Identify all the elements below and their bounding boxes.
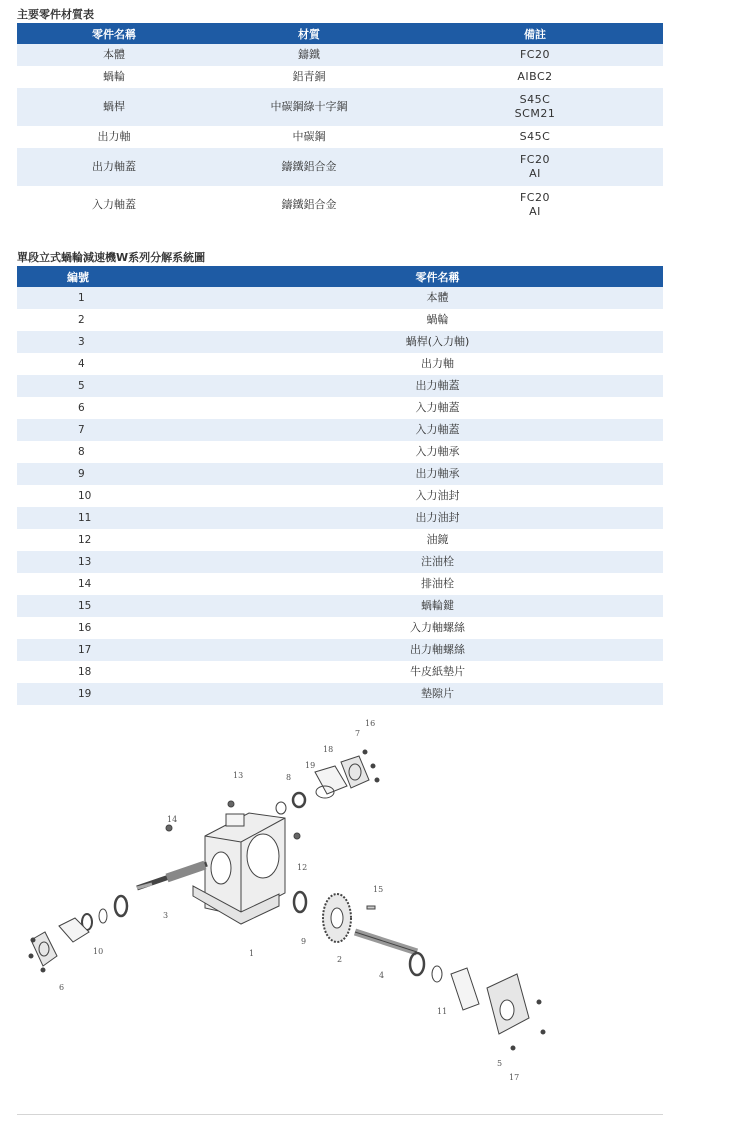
material-cell: 鑄鐵 xyxy=(211,44,407,66)
callout-label: 10 xyxy=(93,947,104,956)
note-cell xyxy=(407,44,663,66)
callout-label: 12 xyxy=(297,863,308,872)
part-cell: 出力軸 xyxy=(17,126,211,148)
part-number-cell: 14 xyxy=(17,573,212,595)
table-row xyxy=(17,595,663,617)
part-name-cell: 出力油封 xyxy=(212,507,663,529)
table-row xyxy=(17,353,663,375)
housing-part xyxy=(193,813,285,924)
part-number-cell: 8 xyxy=(17,441,212,463)
bottom-divider xyxy=(17,1114,663,1115)
part-name-cell: 出力軸螺絲 xyxy=(212,639,663,661)
callout-label: 4 xyxy=(379,971,385,980)
callout-label: 7 xyxy=(355,729,361,738)
note-cell xyxy=(407,88,663,126)
exploded-view-diagram xyxy=(17,718,663,1104)
table-row xyxy=(17,397,663,419)
part-name-cell: 本體 xyxy=(212,287,663,309)
part-name-cell: 入力軸承 xyxy=(212,441,663,463)
callout-label: 3 xyxy=(163,911,169,920)
input-bearing-part xyxy=(82,896,127,930)
part-number-cell: 11 xyxy=(17,507,212,529)
table-row xyxy=(17,186,663,224)
part-name-cell: 注油栓 xyxy=(212,551,663,573)
note-line: AI xyxy=(529,167,541,180)
part-name-cell: 墊隙片 xyxy=(212,683,663,705)
diagram-callouts xyxy=(59,719,519,1082)
part-name-cell: 油鏡 xyxy=(212,529,663,551)
note-line: AI xyxy=(529,205,541,218)
part-cell: 蝸桿 xyxy=(17,88,211,126)
input-cover-part xyxy=(29,918,89,972)
callout-label: 15 xyxy=(373,885,384,894)
part-name-cell: 蝸輪鍵 xyxy=(212,595,663,617)
table-row xyxy=(17,529,663,551)
part-number-cell: 1 xyxy=(17,287,212,309)
note-line: FC20 xyxy=(519,48,550,61)
part-number-cell: 2 xyxy=(17,309,212,331)
parts-header-row xyxy=(17,266,663,287)
material-cell: 鋁青銅 xyxy=(211,66,407,88)
part-number-cell: 4 xyxy=(17,353,212,375)
part-number-cell: 3 xyxy=(17,331,212,353)
note-cell xyxy=(407,66,663,88)
note-line: AIBC2 xyxy=(517,70,553,83)
part-number-cell: 13 xyxy=(17,551,212,573)
materials-table-title: 主要零件材質表 xyxy=(17,8,94,21)
table-row xyxy=(17,148,663,186)
header-material: 材質 xyxy=(211,23,407,44)
callout-label: 18 xyxy=(323,745,334,754)
part-name-cell: 出力軸承 xyxy=(212,463,663,485)
part-name-cell: 入力油封 xyxy=(212,485,663,507)
table-row xyxy=(17,617,663,639)
callout-label: 11 xyxy=(437,1007,448,1016)
note-line: SCM21 xyxy=(514,107,556,120)
part-name-cell: 牛皮紙墊片 xyxy=(212,661,663,683)
table-row xyxy=(17,331,663,353)
table-row xyxy=(17,661,663,683)
callout-label: 2 xyxy=(337,955,343,964)
callout-label: 19 xyxy=(305,761,316,770)
table-row xyxy=(17,463,663,485)
table-row xyxy=(17,126,663,148)
part-number-cell: 19 xyxy=(17,683,212,705)
material-cell: 鑄鐵鋁合金 xyxy=(211,148,407,186)
table-row xyxy=(17,507,663,529)
output-cover-bottom-part xyxy=(410,953,545,1050)
table-row xyxy=(17,639,663,661)
output-shaft-part xyxy=(355,906,417,952)
materials-header-row xyxy=(17,23,663,44)
table-row xyxy=(17,375,663,397)
table-row xyxy=(17,573,663,595)
part-name-cell: 出力軸蓋 xyxy=(212,375,663,397)
part-name-cell: 入力軸蓋 xyxy=(212,397,663,419)
note-line: FC20 xyxy=(519,191,550,204)
table-row xyxy=(17,309,663,331)
part-cell: 本體 xyxy=(17,44,211,66)
table-row xyxy=(17,88,663,126)
note-cell xyxy=(407,126,663,148)
part-number-cell: 15 xyxy=(17,595,212,617)
part-number-cell: 12 xyxy=(17,529,212,551)
part-name-cell: 入力軸螺絲 xyxy=(212,617,663,639)
header-part-name: 零件名稱 xyxy=(212,266,663,287)
callout-label: 14 xyxy=(167,815,178,824)
note-cell xyxy=(407,186,663,224)
part-number-cell: 9 xyxy=(17,463,212,485)
part-cell: 蝸輪 xyxy=(17,66,211,88)
callout-label: 9 xyxy=(301,937,307,946)
materials-table xyxy=(17,23,663,224)
worm-shaft-part xyxy=(137,864,207,888)
material-cell: 中碳鋼 xyxy=(211,126,407,148)
table-row xyxy=(17,66,663,88)
part-number-cell: 6 xyxy=(17,397,212,419)
part-number-cell: 5 xyxy=(17,375,212,397)
output-cover-top-part xyxy=(276,750,379,814)
part-name-cell: 排油栓 xyxy=(212,573,663,595)
parts-list-body xyxy=(17,287,663,705)
part-number-cell: 7 xyxy=(17,419,212,441)
table-row xyxy=(17,419,663,441)
callout-label: 16 xyxy=(365,719,376,728)
header-part-name: 零件名稱 xyxy=(17,23,211,44)
table-row xyxy=(17,551,663,573)
part-name-cell: 入力軸蓋 xyxy=(212,419,663,441)
material-cell: 鑄鐵鋁合金 xyxy=(211,186,407,224)
table-row xyxy=(17,44,663,66)
header-number: 編號 xyxy=(17,266,212,287)
table-row xyxy=(17,485,663,507)
note-line: S45C xyxy=(519,93,551,106)
note-line: S45C xyxy=(519,130,551,143)
worm-wheel-part xyxy=(294,892,351,942)
table-row xyxy=(17,441,663,463)
callout-label: 6 xyxy=(59,983,65,992)
part-number-cell: 18 xyxy=(17,661,212,683)
note-cell xyxy=(407,148,663,186)
part-name-cell: 蝸輪 xyxy=(212,309,663,331)
part-number-cell: 17 xyxy=(17,639,212,661)
part-cell: 入力軸蓋 xyxy=(17,186,211,224)
part-number-cell: 10 xyxy=(17,485,212,507)
parts-list-title: 單段立式蝸輪減速機W系列分解系統圖 xyxy=(17,251,206,264)
parts-list-table xyxy=(17,266,663,705)
note-line: FC20 xyxy=(519,153,550,166)
table-row xyxy=(17,683,663,705)
part-cell: 出力軸蓋 xyxy=(17,148,211,186)
part-name-cell: 出力軸 xyxy=(212,353,663,375)
callout-label: 8 xyxy=(286,773,292,782)
callout-label: 17 xyxy=(509,1073,520,1082)
material-cell: 中碳鋼綠十字鋼 xyxy=(211,88,407,126)
callout-label: 13 xyxy=(233,771,244,780)
callout-label: 1 xyxy=(249,949,255,958)
table-row xyxy=(17,287,663,309)
part-number-cell: 16 xyxy=(17,617,212,639)
header-note: 備註 xyxy=(407,23,663,44)
callout-label: 5 xyxy=(497,1059,503,1068)
part-name-cell: 蝸桿(入力軸) xyxy=(212,331,663,353)
